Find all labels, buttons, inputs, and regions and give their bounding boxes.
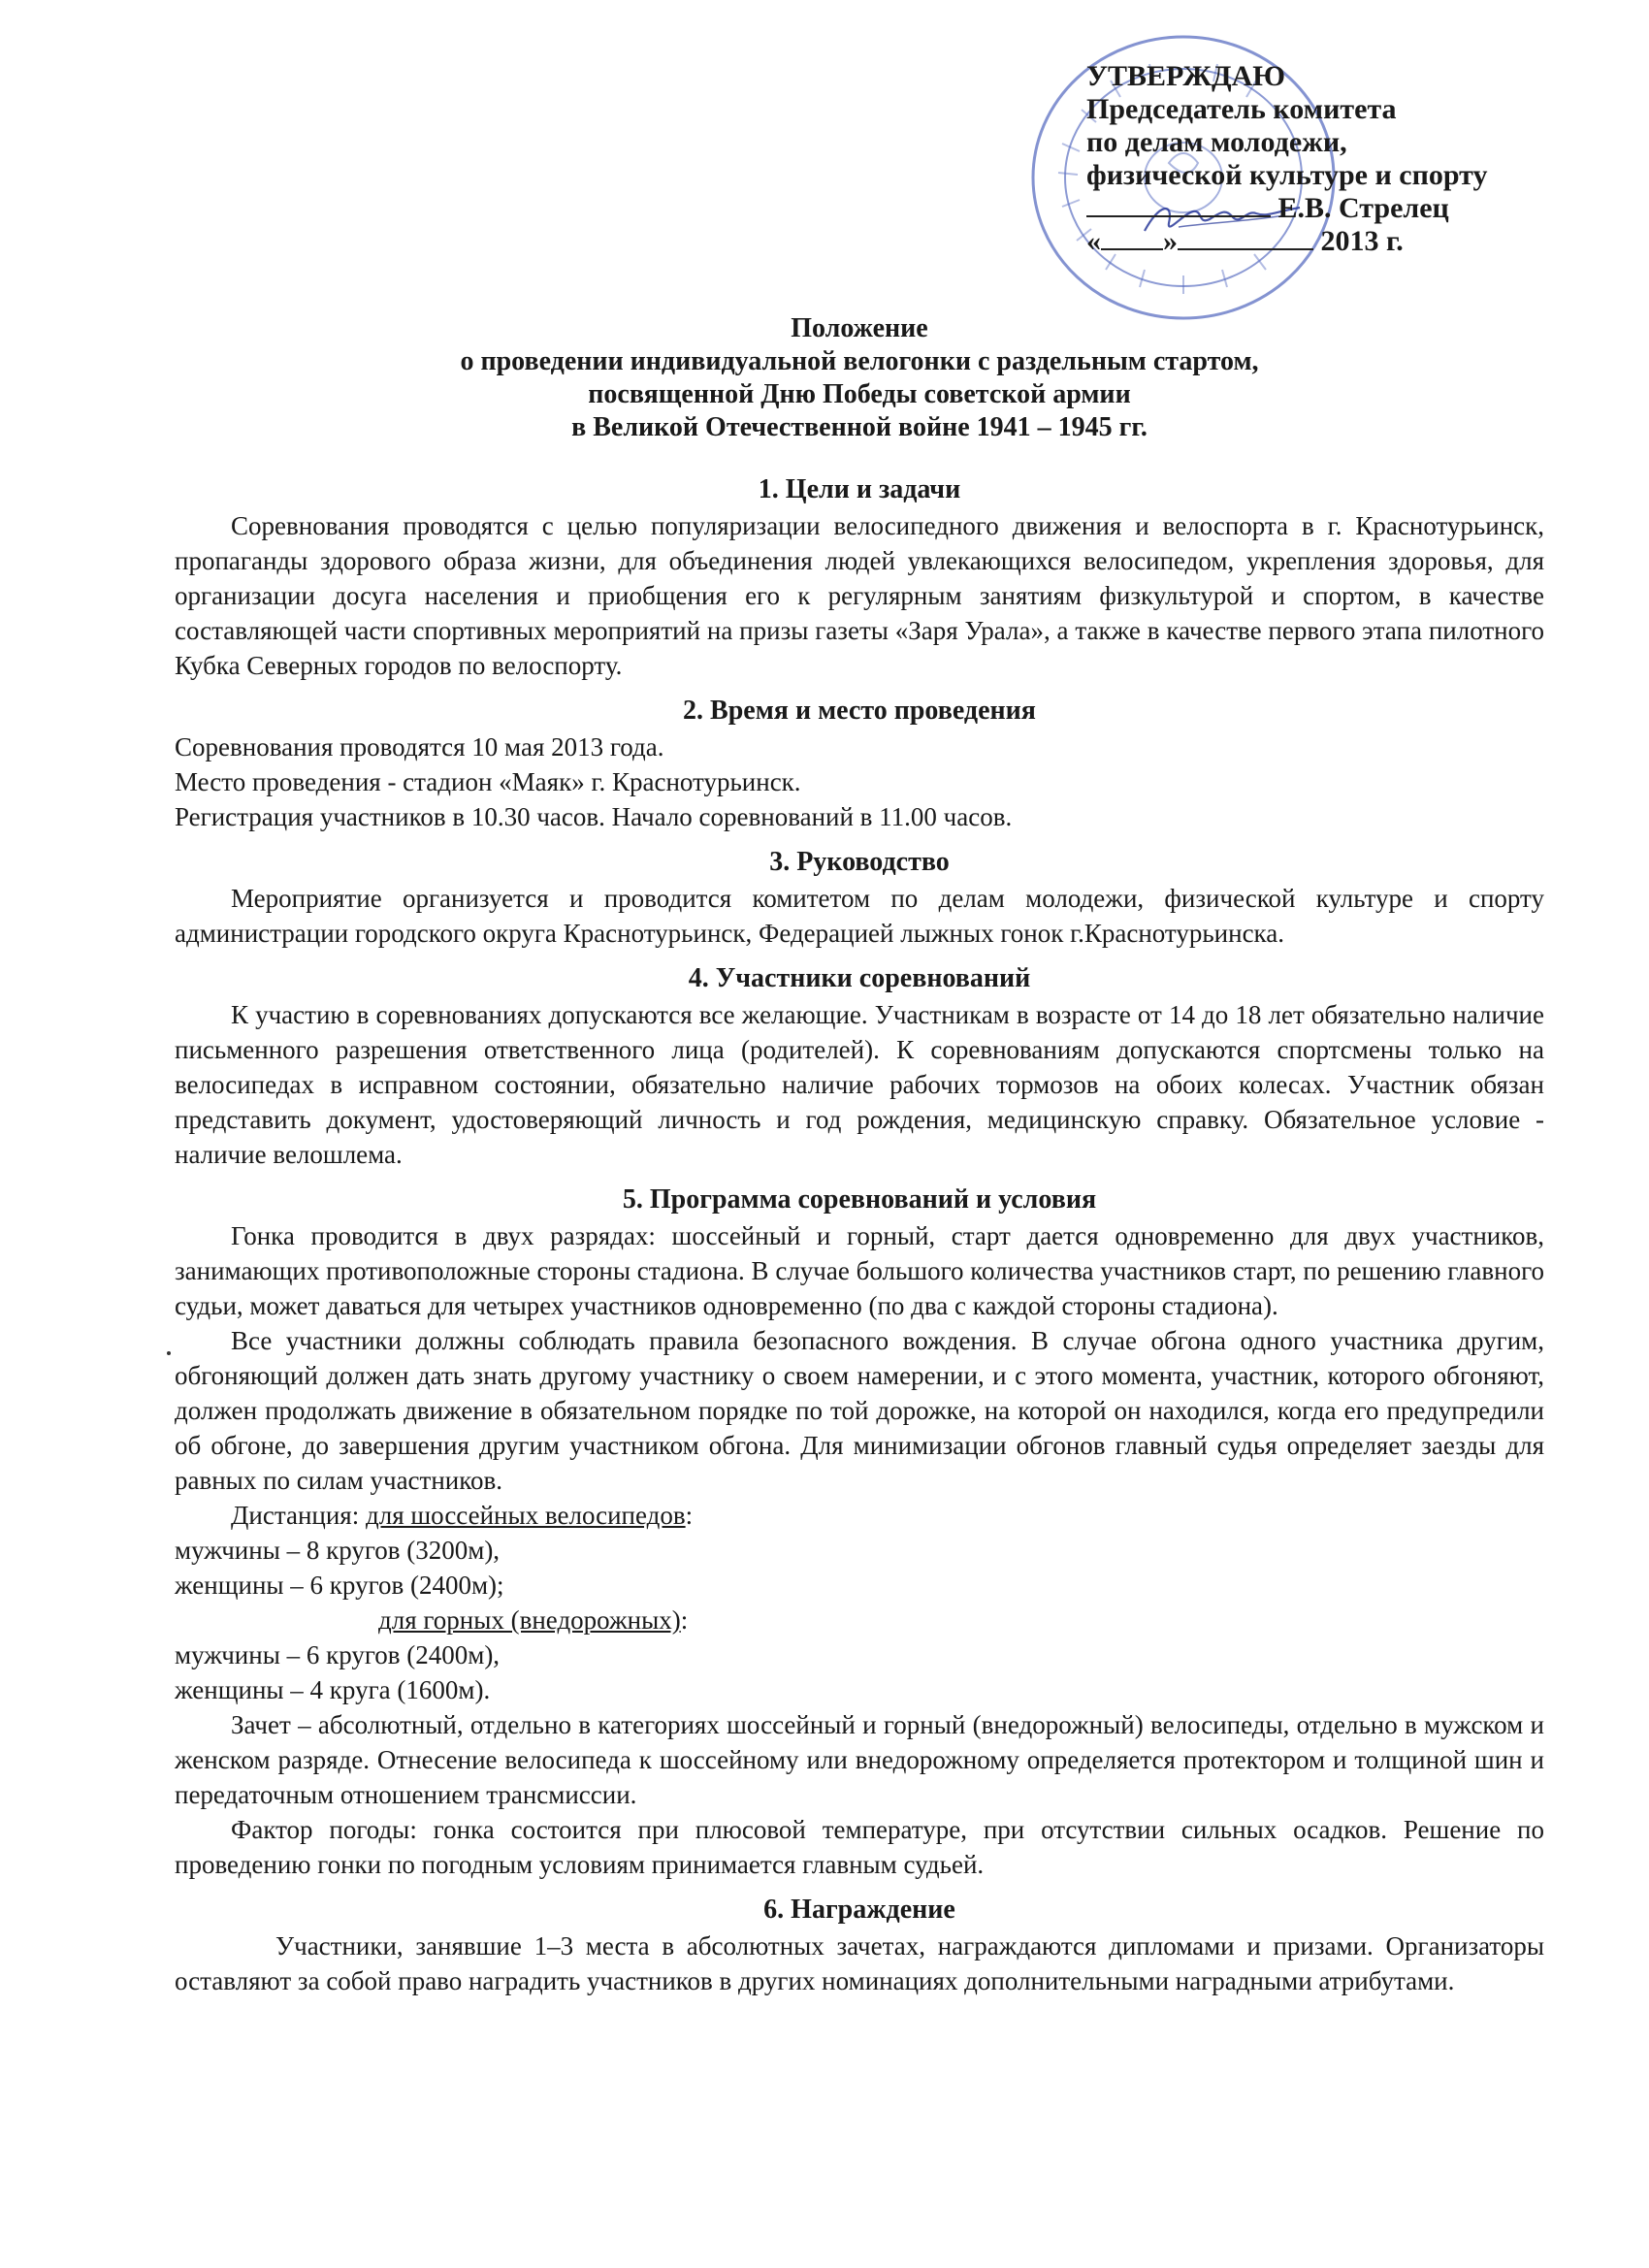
section-6-heading: 6. Награждение bbox=[763, 1895, 955, 1925]
section-2-line-1: Соревнования проводятся 10 мая 2013 года. bbox=[175, 732, 664, 761]
title-line-1: Положение bbox=[791, 313, 928, 343]
approval-signature-line bbox=[1086, 192, 1542, 225]
approval-position-line2: по делам молодежи, bbox=[1086, 126, 1347, 158]
date-day-blank bbox=[1101, 225, 1163, 250]
date-open-quote: « bbox=[1086, 225, 1101, 257]
section-6-text: Участники, занявшие 1–3 места в абсолютных зачетах, награждаются дипломами и призами. Организаторы оставляют за собой право наградить участников в других номинациях дополнительными наградными атрибутами. bbox=[175, 1931, 1544, 1995]
section-5-paragraph-4: Фактор погоды: гонка состоится при плюсовой температуре, при отсутствии сильных осадков. Решение по проведению гонки по погодным условиям принимается главным судьей. bbox=[175, 1815, 1544, 1879]
distance-mtb-heading bbox=[175, 1603, 1544, 1637]
section-2-line-3: Регистрация участников в 10.30 часов. Начало соревнований в 11.00 часов. bbox=[175, 802, 1013, 831]
road-bikes-label: для шоссейных велосипедов bbox=[365, 1501, 686, 1530]
distance-label: Дистанция: bbox=[231, 1501, 366, 1530]
section-5-heading: 5. Программа соревнований и условия bbox=[622, 1184, 1097, 1215]
mtb-bikes-colon: : bbox=[680, 1605, 689, 1635]
road-women-distance: женщины – 6 кругов (2400м); bbox=[175, 1571, 504, 1600]
road-bikes-colon: : bbox=[685, 1501, 694, 1530]
date-close-quote: » bbox=[1163, 225, 1178, 257]
section-2-line-2: Место проведения - стадион «Маяк» г. Краснотурьинск. bbox=[175, 767, 801, 796]
approval-date-line bbox=[1086, 225, 1542, 258]
document-body bbox=[175, 312, 1544, 1998]
mtb-bikes-label: для горных (внедорожных) bbox=[378, 1605, 681, 1635]
section-5-paragraph-3: Зачет – абсолютный, отдельно в категориях шоссейный и горный (внедорожный) велосипеды, отдельно в мужском и женском разряде. Отнесение велосипеда к шоссейному или внедорожному определяется протектором и толщиной шин и передаточным отношением трансмиссии. bbox=[175, 1710, 1544, 1809]
section-3-heading: 3. Руководство bbox=[769, 847, 950, 877]
approval-heading: УТВЕРЖДАЮ bbox=[1086, 60, 1286, 92]
mtb-women-distance: женщины – 4 круга (1600м). bbox=[175, 1675, 491, 1704]
section-4-text: К участию в соревнованиях допускаются все желающие. Участникам в возрасте от 14 до 18 лет обязательно наличие письменного разрешения ответственного лица (родителей). К соревнованиям допускаются спортсмены только на велосипедах в исправном состоянии, обязательно наличие рабочих тормозов на обоих колесах. Участник обязан представить документ, удостоверяющий личность и год рождения, медицинскую справку. Обязательное условие - наличие велошлема. bbox=[175, 1000, 1544, 1169]
approval-year: 2013 г. bbox=[1320, 225, 1404, 257]
section-1-heading: 1. Цели и задачи bbox=[758, 474, 961, 504]
approval-block bbox=[1086, 60, 1542, 258]
section-4-heading: 4. Участники соревнований bbox=[688, 963, 1031, 993]
signature-blank bbox=[1086, 192, 1271, 217]
title-line-3: посвященной Дню Победы советской армии bbox=[588, 379, 1131, 409]
approval-signer-name: Е.В. Стрелец bbox=[1277, 192, 1449, 224]
section-5-paragraph-2: Все участники должны соблюдать правила безопасного вождения. В случае обгона одного участника другим, обгоняющий должен дать знать другому участнику о своем намерении, и с этого момента, участник, которого обгоняют, должен продолжать движение в обязательном порядке по той дорожке, на которой он находился, когда его предупредили об обгоне, до завершения другим участником обгона. Для минимизации обгонов главный судья определяет заезды для равных по силам участников. bbox=[175, 1326, 1544, 1495]
distance-road-heading bbox=[175, 1498, 1544, 1533]
title-line-2: о проведении индивидуальной велогонки с раздельным стартом, bbox=[460, 346, 1259, 376]
approval-position-line3: физической культуре и спорту bbox=[1086, 159, 1488, 191]
scan-speck bbox=[167, 1351, 171, 1355]
approval-position-line1: Председатель комитета bbox=[1086, 93, 1397, 125]
mtb-men-distance: мужчины – 6 кругов (2400м), bbox=[175, 1640, 501, 1669]
section-3-text: Мероприятие организуется и проводится комитетом по делам молодежи, физической культуре и спорту администрации городского округа Краснотурьинск, Федерацией лыжных гонок г.Краснотурьинска. bbox=[175, 884, 1544, 948]
section-1-text: Соревнования проводятся с целью популяризации велосипедного движения и велоспорта в г. Краснотурьинск, пропаганды здорового образа жизни, для объединения людей увлекающихся велосипедом, укрепления здоровья, для организации досуга населения и приобщения его к регулярным занятиям физкультурой и спортом, в качестве составляющей части спортивных мероприятий на призы газеты «Заря Урала», а также в качестве первого этапа пилотного Кубка Северных городов по велоспорту. bbox=[175, 511, 1544, 680]
date-month-blank bbox=[1178, 225, 1313, 250]
title-line-4: в Великой Отечественной войне 1941 – 1945 гг. bbox=[571, 412, 1148, 442]
road-men-distance: мужчины – 8 кругов (3200м), bbox=[175, 1536, 501, 1565]
section-5-paragraph-1: Гонка проводится в двух разрядах: шоссейный и горный, старт дается одновременно для двух участников, занимающих противоположные стороны стадиона. В случае большого количества участников старт, по решению главного судьи, может даваться для четырех участников одновременно (по два с каждой стороны стадиона). bbox=[175, 1221, 1544, 1320]
document-title bbox=[175, 312, 1544, 444]
section-2-heading: 2. Время и место проведения bbox=[683, 696, 1036, 726]
